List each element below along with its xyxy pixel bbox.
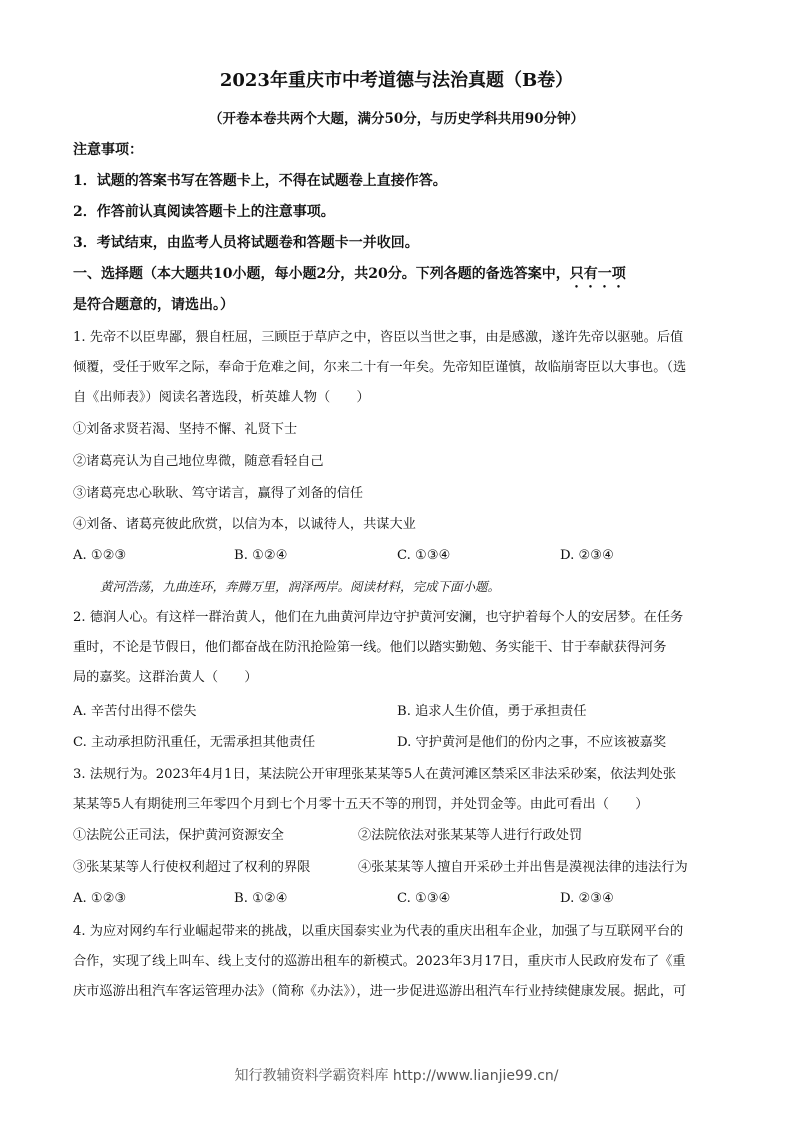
q4-text: 合作，实现了线上叫车、线上支付的巡游出租车的新模式。2023年3月17日，重庆市人民政府发布了《重 — [73, 954, 686, 969]
footer-watermark: 知行教辅资料学霸资料库 http://www.lianjie99.cn/ — [234, 1068, 559, 1084]
section-heading-emphasis: 只有一项 — [569, 266, 626, 282]
q1-statement: ①刘备求贤若渴、坚持不懈、礼贤下士 — [73, 422, 298, 437]
q1-option-b: B. ①②④ — [234, 548, 288, 563]
q3-option-c: C. ①③④ — [397, 891, 451, 906]
page-title: 2023年重庆市中考道德与法治真题（B卷） — [219, 70, 574, 91]
section-heading — [73, 264, 626, 291]
q1-statement: ③诸葛亮忠心耿耿、笃守诺言，赢得了刘备的信任 — [73, 486, 364, 501]
q1-statement: ④刘备、诸葛亮彼此欣赏，以信为本，以诚待人，共谋大业 — [73, 517, 416, 532]
q1-option-d: D. ②③④ — [560, 548, 614, 563]
q1-statement: ②诸葛亮认为自己地位卑微，随意看轻自己 — [73, 454, 324, 469]
q4-text: 4. 为应对网约车行业崛起带来的挑战，以重庆国泰实业为代表的重庆出租车企业，加强了与互联网平台的 — [73, 924, 684, 939]
q2-text: 2. 德润人心。有这样一群治黄人，他们在九曲黄河岸边守护黄河安澜，也守护着每个人的安居梦。在任务 — [73, 610, 684, 625]
notice-item: 3．考试结束，由监考人员将试题卷和答题卡一并收回。 — [73, 235, 419, 251]
q3-statement: ③张某某等人行使权利超过了权利的界限 — [73, 860, 311, 875]
q2-option-a: A. 辛苦付出得不偿失 — [73, 704, 197, 719]
q2-text: 局的嘉奖。这群治黄人（ ） — [73, 670, 258, 685]
q1-option-a: A. ①②③ — [73, 548, 127, 563]
q3-text: 3. 法规行为。2023年4月1日，某法院公开审理张某某等5人在黄河滩区禁采区非法采砂案，依法判处张 — [73, 767, 677, 782]
q1-text: 自《出师表》）阅读名著选段，析英雄人物（ ） — [73, 390, 370, 405]
notice-heading: 注意事项： — [73, 142, 143, 158]
q3-text: 某某等5人有期徒刑三年零四个月到七个月零十五天不等的刑罚，并处罚金等。由此可看出（ ） — [73, 797, 649, 812]
q3-statement: ②法院依法对张某某等人进行行政处罚 — [358, 828, 583, 843]
q4-text: 庆市巡游出租汽车客运管理办法》（简称《办法》），进一步促进巡游出租汽车行业持续健康发展。据此，可 — [73, 984, 687, 999]
q3-statement: ④张某某等人擅自开采砂土并出售是漠视法律的违法行为 — [358, 860, 688, 875]
notice-item: 2．作答前认真阅读答题卡上的注意事项。 — [73, 204, 335, 220]
q1-text: 倾覆，受任于败军之际，奉命于危难之间，尔来二十有一年矣。先帝知臣谨慎，故临崩寄臣以大事也。（选 — [73, 360, 687, 375]
q1-text: 1. 先帝不以臣卑鄙，猥自枉屈，三顾臣于草庐之中，咨臣以当世之事，由是感激，遂许先帝以驱驰。后值 — [73, 330, 684, 345]
q2-option-b: B. 追求人生价值，勇于承担责任 — [397, 704, 587, 719]
q3-option-a: A. ①②③ — [73, 891, 127, 906]
q2-option-d: D. 守护黄河是他们的份内之事，不应该被嘉奖 — [397, 735, 667, 750]
q3-option-b: B. ①②④ — [234, 891, 288, 906]
q2-text: 重时，不论是节假日，他们都奋战在防汛抢险第一线。他们以踏实勤勉、务实能干、甘于奉献获得河务 — [73, 640, 667, 655]
q3-option-d: D. ②③④ — [560, 891, 614, 906]
q3-statement: ①法院公正司法，保护黄河资源安全 — [73, 828, 284, 843]
q2-option-c: C. 主动承担防汛重任，无需承担其他责任 — [73, 735, 316, 750]
section-heading-cont: 是符合题意的，请选出。） — [73, 297, 234, 313]
notice-item: 1．试题的答案书写在答题卡上，不得在试题卷上直接作答。 — [73, 173, 447, 189]
q1-option-c: C. ①③④ — [397, 548, 451, 563]
section-heading-text: 一、选择题（本大题共10小题，每小题2分，共20分。下列各题的备选答案中， — [73, 266, 570, 282]
page-subtitle: （开卷本卷共两个大题，满分50分，与历史学科共用90分钟） — [208, 111, 585, 127]
material-intro: 黄河浩荡，九曲连环，奔腾万里，润泽两岸。阅读材料，完成下面小题。 — [100, 579, 501, 594]
